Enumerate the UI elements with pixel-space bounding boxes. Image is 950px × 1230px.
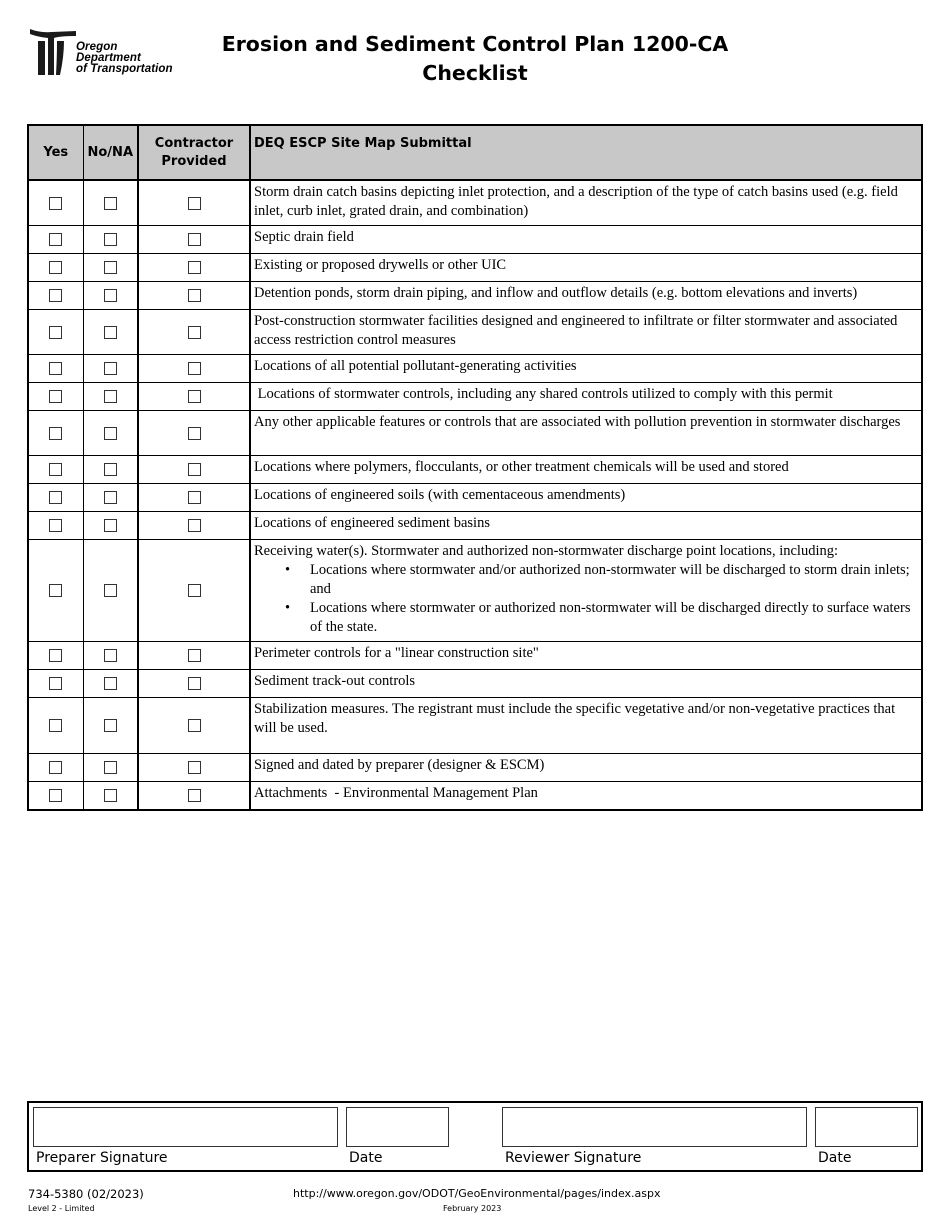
yes-cell [28, 512, 83, 540]
item-description-cell [250, 355, 922, 383]
odot-logo-icon [30, 27, 76, 77]
table-header-row [28, 125, 922, 180]
item-description-cell [250, 698, 922, 754]
no-na-checkbox[interactable] [104, 261, 117, 274]
contractor-provided-checkbox[interactable] [188, 390, 201, 403]
item-description: Attachments - Environmental Management Plan [254, 785, 538, 801]
no-na-cell [83, 698, 138, 754]
table-row [28, 540, 922, 642]
yes-cell [28, 254, 83, 282]
table-row [28, 282, 922, 310]
item-description-cell [250, 484, 922, 512]
title-line-1: Erosion and Sediment Control Plan 1200-CA [221, 32, 729, 56]
item-description: Perimeter controls for a "linear construction site" [254, 645, 539, 661]
item-description-cell [250, 670, 922, 698]
item-description: Detention ponds, storm drain piping, and inflow and outflow details (e.g. bottom elevations and inverts) [254, 285, 858, 301]
title-line-2: Checklist [422, 61, 528, 85]
yes-checkbox[interactable] [49, 649, 62, 662]
item-description: Locations of stormwater controls, including any shared controls utilized to comply with this permit [254, 386, 833, 402]
item-description-cell [250, 411, 922, 456]
contractor-provided-cell [138, 180, 250, 226]
item-description: Locations where polymers, flocculants, or other treatment chemicals will be used and stored [254, 459, 789, 475]
yes-cell [28, 540, 83, 642]
table-row [28, 411, 922, 456]
no-na-checkbox[interactable] [104, 789, 117, 802]
item-description: Locations of engineered soils (with cementaceous amendments) [254, 487, 626, 503]
item-description: Signed and dated by preparer (designer & ESCM) [254, 757, 545, 773]
no-na-checkbox[interactable] [104, 677, 117, 690]
contractor-provided-checkbox[interactable] [188, 197, 201, 210]
yes-cell [28, 782, 83, 810]
page-title [200, 30, 750, 88]
contractor-provided-cell [138, 411, 250, 456]
header-item: DEQ ESCP Site Map Submittal [250, 125, 922, 180]
table-row [28, 226, 922, 254]
no-na-cell [83, 670, 138, 698]
table-row [28, 642, 922, 670]
item-sub-bullet: • Locations where stormwater and/or authorized non-stormwater will be discharged to storm drain inlets; and [285, 561, 915, 599]
yes-cell [28, 411, 83, 456]
reviewer-date-label: Date [818, 1150, 852, 1166]
no-na-checkbox[interactable] [104, 362, 117, 375]
no-na-cell [83, 540, 138, 642]
table-row [28, 456, 922, 484]
no-na-cell [83, 383, 138, 411]
table-row [28, 782, 922, 810]
contractor-provided-checkbox[interactable] [188, 326, 201, 339]
contractor-provided-cell [138, 782, 250, 810]
table-row [28, 484, 922, 512]
contractor-provided-checkbox[interactable] [188, 761, 201, 774]
yes-checkbox[interactable] [49, 289, 62, 302]
no-na-cell [83, 310, 138, 355]
preparer-date-field[interactable] [346, 1107, 449, 1147]
footer-url[interactable]: http://www.oregon.gov/ODOT/GeoEnvironmental/pages/index.aspx [293, 1187, 661, 1200]
odot-logo [30, 27, 200, 79]
contractor-provided-cell [138, 310, 250, 355]
reviewer-signature-label: Reviewer Signature [505, 1150, 642, 1166]
no-na-checkbox[interactable] [104, 491, 117, 504]
yes-checkbox[interactable] [49, 719, 62, 732]
no-na-cell [83, 180, 138, 226]
contractor-provided-checkbox[interactable] [188, 427, 201, 440]
no-na-cell [83, 282, 138, 310]
contractor-provided-cell [138, 754, 250, 782]
no-na-checkbox[interactable] [104, 519, 117, 532]
no-na-cell [83, 512, 138, 540]
yes-checkbox[interactable] [49, 390, 62, 403]
contractor-provided-cell [138, 642, 250, 670]
header-contractor-provided [138, 125, 250, 180]
table-row [28, 698, 922, 754]
logo-wordmark [76, 42, 173, 75]
contractor-provided-checkbox[interactable] [188, 677, 201, 690]
table-row [28, 310, 922, 355]
item-description-cell [250, 282, 922, 310]
item-description-cell [250, 512, 922, 540]
yes-checkbox[interactable] [49, 761, 62, 774]
item-description: Sediment track-out controls [254, 673, 416, 689]
contractor-provided-checkbox[interactable] [188, 362, 201, 375]
item-description-cell [250, 226, 922, 254]
yes-checkbox[interactable] [49, 519, 62, 532]
item-description-cell [250, 310, 922, 355]
yes-cell [28, 484, 83, 512]
reviewer-date-field[interactable] [815, 1107, 918, 1147]
contractor-provided-checkbox[interactable] [188, 519, 201, 532]
item-description: Post-construction stormwater facilities designed and engineered to infiltrate or filter stormwater and associated access restriction control measures [254, 313, 902, 348]
no-na-cell [83, 355, 138, 383]
item-description: Locations of engineered sediment basins [254, 515, 490, 531]
no-na-checkbox[interactable] [104, 584, 117, 597]
form-number: 734-5380 (02/2023) [28, 1187, 144, 1201]
preparer-date-label: Date [349, 1150, 383, 1166]
item-description-cell [250, 754, 922, 782]
no-na-checkbox[interactable] [104, 463, 117, 476]
item-description-cell [250, 642, 922, 670]
item-description-cell [250, 180, 922, 226]
table-row [28, 754, 922, 782]
no-na-checkbox[interactable] [104, 761, 117, 774]
no-na-checkbox[interactable] [104, 233, 117, 246]
item-description: Stabilization measures. The registrant must include the specific vegetative and/or non-vegetative practices that will be used. [254, 701, 899, 736]
item-description: Locations of all potential pollutant-generating activities [254, 358, 577, 374]
contractor-provided-cell [138, 670, 250, 698]
contractor-provided-cell [138, 512, 250, 540]
yes-cell [28, 456, 83, 484]
checklist-table [27, 124, 923, 811]
no-na-cell [83, 754, 138, 782]
yes-cell [28, 355, 83, 383]
yes-checkbox[interactable] [49, 362, 62, 375]
contractor-provided-checkbox[interactable] [188, 719, 201, 732]
item-sub-list [254, 561, 915, 637]
contractor-provided-cell [138, 456, 250, 484]
yes-checkbox[interactable] [49, 326, 62, 339]
yes-cell [28, 698, 83, 754]
table-row [28, 512, 922, 540]
yes-checkbox[interactable] [49, 584, 62, 597]
table-row [28, 254, 922, 282]
preparer-signature-field[interactable] [33, 1107, 338, 1147]
signature-block [27, 1101, 923, 1172]
item-description-cell [250, 254, 922, 282]
contractor-provided-cell [138, 226, 250, 254]
footer-date: February 2023 [443, 1204, 502, 1213]
preparer-signature-label: Preparer Signature [36, 1150, 168, 1166]
contractor-provided-cell [138, 540, 250, 642]
no-na-cell [83, 456, 138, 484]
classification-level: Level 2 - Limited [28, 1204, 95, 1213]
no-na-cell [83, 226, 138, 254]
contractor-provided-cell [138, 383, 250, 411]
yes-cell [28, 180, 83, 226]
yes-checkbox[interactable] [49, 261, 62, 274]
yes-checkbox[interactable] [49, 233, 62, 246]
contractor-provided-cell [138, 254, 250, 282]
contractor-provided-cell [138, 282, 250, 310]
table-row [28, 383, 922, 411]
contractor-provided-checkbox[interactable] [188, 649, 201, 662]
yes-checkbox[interactable] [49, 427, 62, 440]
no-na-cell [83, 782, 138, 810]
contractor-provided-checkbox[interactable] [188, 463, 201, 476]
yes-cell [28, 642, 83, 670]
no-na-checkbox[interactable] [104, 427, 117, 440]
yes-cell [28, 310, 83, 355]
item-description: Existing or proposed drywells or other UIC [254, 257, 507, 273]
logo-line-3: of Transportation [76, 63, 173, 75]
item-description: Storm drain catch basins depicting inlet protection, and a description of the type of catch basins used (e.g. field inlet, curb inlet, grated drain, and combination) [254, 184, 902, 219]
contractor-provided-cell [138, 698, 250, 754]
header-yes: Yes [28, 125, 83, 180]
no-na-checkbox[interactable] [104, 289, 117, 302]
yes-checkbox[interactable] [49, 197, 62, 210]
reviewer-signature-field[interactable] [502, 1107, 807, 1147]
item-description: Any other applicable features or controls that are associated with pollution prevention in stormwater discharges [254, 414, 901, 430]
yes-cell [28, 754, 83, 782]
yes-cell [28, 383, 83, 411]
item-description-cell [250, 782, 922, 810]
yes-cell [28, 282, 83, 310]
no-na-checkbox[interactable] [104, 719, 117, 732]
item-description: Septic drain field [254, 229, 354, 245]
yes-checkbox[interactable] [49, 789, 62, 802]
logo-line-2: Department [76, 52, 141, 64]
table-row [28, 670, 922, 698]
contractor-provided-cell [138, 484, 250, 512]
contractor-provided-checkbox[interactable] [188, 789, 201, 802]
header-contractor-line2: Provided [161, 153, 227, 169]
table-row [28, 355, 922, 383]
item-description-cell [250, 540, 922, 642]
item-sub-bullet: • Locations where stormwater or authorized non-stormwater will be discharged directly to surface waters of the state. [285, 599, 915, 637]
contractor-provided-checkbox[interactable] [188, 233, 201, 246]
no-na-cell [83, 642, 138, 670]
contractor-provided-cell [138, 355, 250, 383]
yes-cell [28, 670, 83, 698]
no-na-checkbox[interactable] [104, 326, 117, 339]
yes-checkbox[interactable] [49, 677, 62, 690]
logo-line-1: Oregon [76, 41, 118, 53]
contractor-provided-checkbox[interactable] [188, 289, 201, 302]
no-na-cell [83, 411, 138, 456]
contractor-provided-checkbox[interactable] [188, 584, 201, 597]
header-no-na [83, 125, 138, 180]
item-description: Receiving water(s). Stormwater and authorized non-stormwater discharge point locations, including: [254, 543, 839, 559]
contractor-provided-checkbox[interactable] [188, 261, 201, 274]
table-row [28, 180, 922, 226]
contractor-provided-checkbox[interactable] [188, 491, 201, 504]
header-no-na-label: No/NA [87, 145, 133, 160]
checklist-body [28, 180, 922, 810]
no-na-cell [83, 254, 138, 282]
header-contractor-line1: Contractor [154, 135, 234, 151]
no-na-checkbox[interactable] [104, 390, 117, 403]
yes-checkbox[interactable] [49, 491, 62, 504]
no-na-checkbox[interactable] [104, 197, 117, 210]
no-na-cell [83, 484, 138, 512]
yes-checkbox[interactable] [49, 463, 62, 476]
item-description-cell [250, 456, 922, 484]
yes-cell [28, 226, 83, 254]
no-na-checkbox[interactable] [104, 649, 117, 662]
item-description-cell [250, 383, 922, 411]
